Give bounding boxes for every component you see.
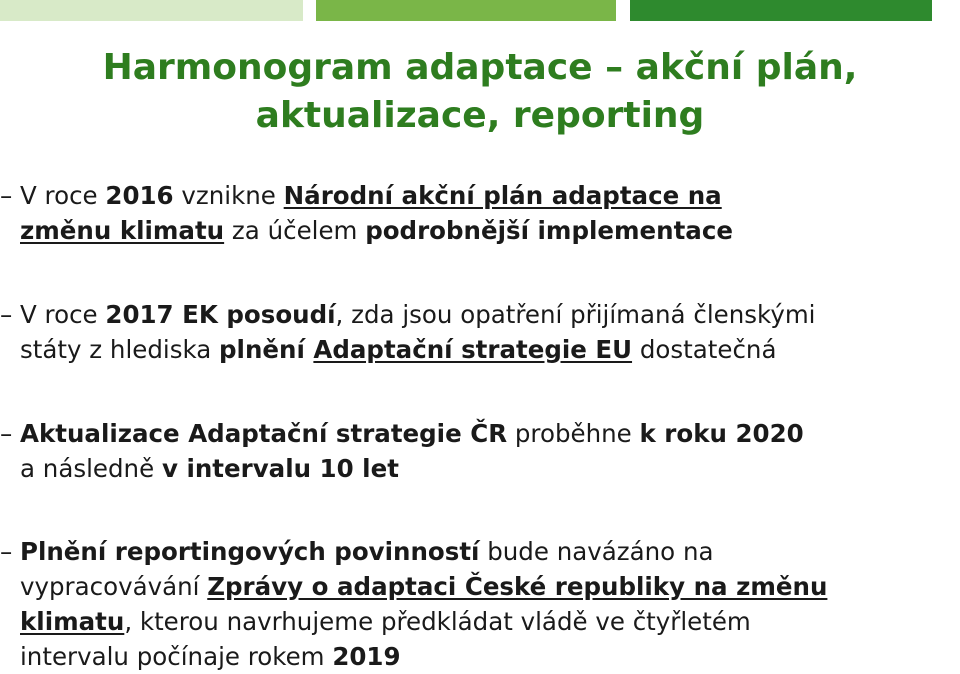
bullet-2016-action-plan — [0, 178, 960, 248]
bullet-line: a následně v intervalu 10 let — [20, 454, 399, 483]
bullet-line: státy z hlediska plnění Adaptační strategie EU dostatečná — [20, 335, 777, 364]
header-bar-dark — [630, 0, 932, 21]
title-line-2: aktualizace, reporting — [255, 95, 705, 136]
bullet-line: intervalu počínaje rokem 2019 — [20, 642, 401, 671]
bullet-line: – V roce 2017 EK posoudí, zda jsou opatření přijímaná členskými — [0, 297, 960, 332]
bullet-line: – Plnění reportingových povinností bude navázáno na — [0, 534, 960, 569]
bullet-line: vypracovávání Zprávy o adaptaci České republiky na změnu — [20, 572, 828, 601]
bullet-line: klimatu, kterou navrhujeme předkládat vládě ve čtyřletém — [20, 607, 751, 636]
bullet-line: – V roce 2016 vznikne Národní akční plán adaptace na — [0, 178, 960, 213]
bullet-line: změnu klimatu za účelem podrobnější implementace — [20, 216, 733, 245]
bullet-reporting — [0, 534, 960, 674]
header-bar-medium — [316, 0, 616, 21]
bullet-line: – Aktualizace Adaptační strategie ČR proběhne k roku 2020 — [0, 416, 960, 451]
title-line-1: Harmonogram adaptace – akční plán, — [102, 47, 858, 88]
bullet-strategy-update — [0, 416, 960, 486]
slide-title — [0, 44, 960, 140]
header-bar-light — [0, 0, 303, 21]
bullet-2017-ek-assessment — [0, 297, 960, 367]
